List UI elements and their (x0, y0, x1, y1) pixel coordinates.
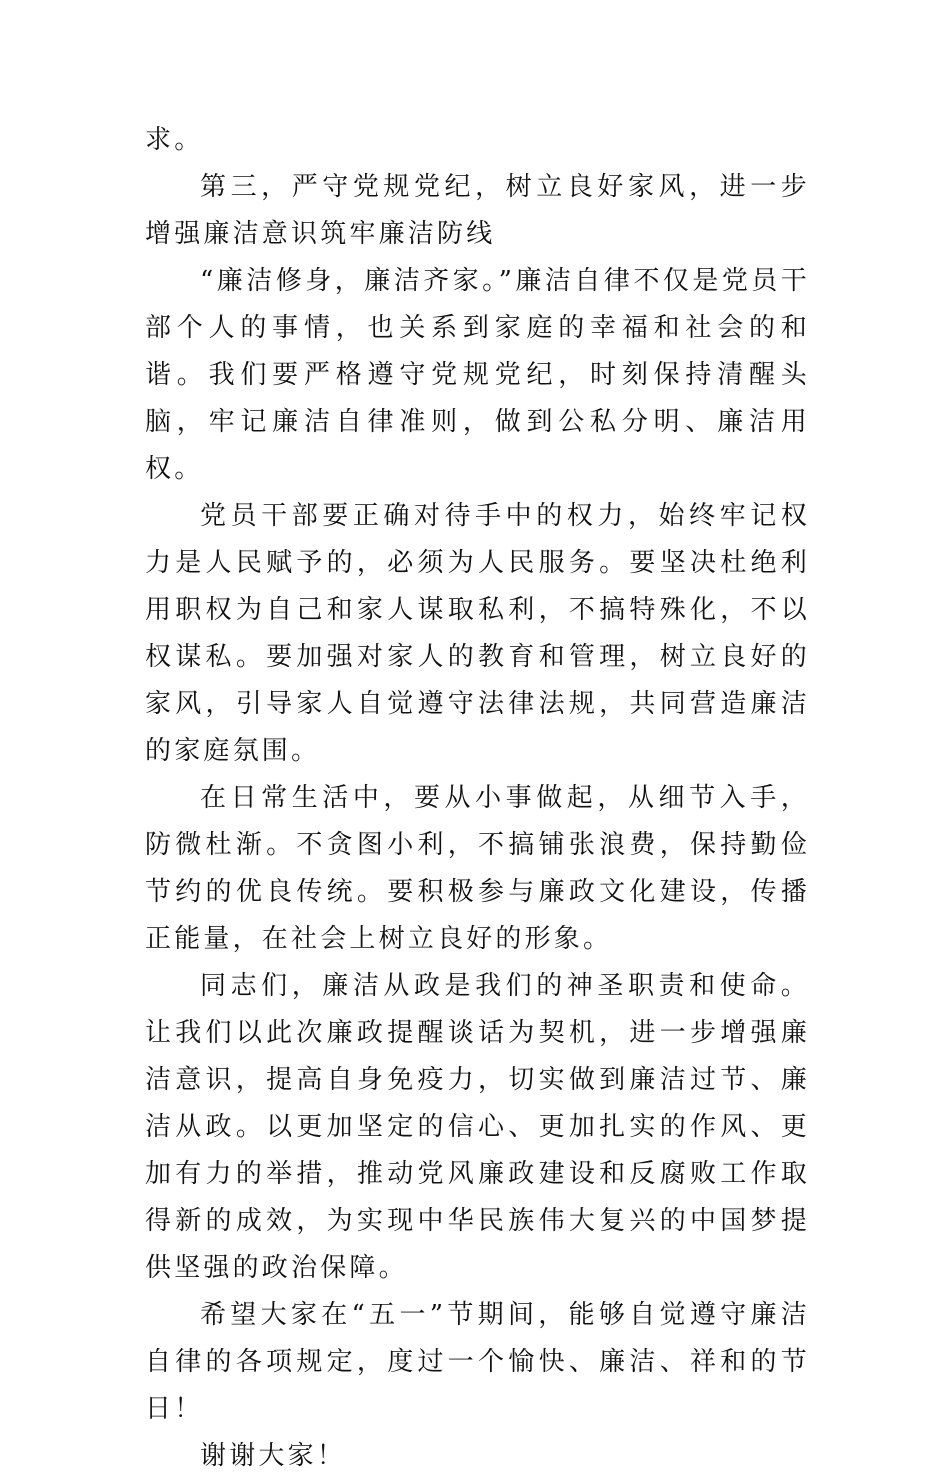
paragraph-holiday-wish: 希望大家在“五一”节期间，能够自觉遵守廉洁自律的各项规定，度过一个愉快、廉洁、祥和的节日！ (145, 1300, 810, 1424)
section-heading-third: 第三，严守党规党纪，树立良好家风，进一步增强廉洁意识筑牢廉洁防线 (145, 172, 810, 249)
paragraph-daily-life: 在日常生活中，要从小事做起，从细节入手，防微杜渐。不贪图小利，不搞铺张浪费，保持勤俭节约的优良传统。要积极参与廉政文化建设，传播正能量，在社会上树立良好的形象。 (145, 783, 810, 954)
paragraph-power-usage: 党员干部要正确对待手中的权力，始终牢记权力是人民赋予的，必须为人民服务。要坚决杜绝利用职权为自己和家人谋取私利，不搞特殊化，不以权谋私。要加强对家人的教育和管理，树立良好的家风，引导家人自觉遵守法律法规，共同营造廉洁的家庭氛围。 (145, 501, 810, 766)
paragraph-comrades: 同志们，廉洁从政是我们的神圣职责和使命。让我们以此次廉政提醒谈话为契机，进一步增强廉洁意识，提高自身免疫力，切实做到廉洁过节、廉洁从政。以更加坚定的信心、更加扎实的作风、更加有力的举措，推动党风廉政建设和反腐败工作取得新的成效，为实现中华民族伟大复兴的中国梦提供坚强的政治保障。 (145, 971, 810, 1283)
paragraph-continuation: 求。 (145, 125, 204, 155)
paragraph-integrity-family: “廉洁修身，廉洁齐家。”廉洁自律不仅是党员干部个人的事情，也关系到家庭的幸福和社会的和谐。我们要严格遵守党规党纪，时刻保持清醒头脑，牢记廉洁自律准则，做到公私分明、廉洁用权。 (145, 266, 810, 484)
document-body (145, 117, 810, 1480)
paragraph-thanks: 谢谢大家！ (200, 1441, 347, 1471)
